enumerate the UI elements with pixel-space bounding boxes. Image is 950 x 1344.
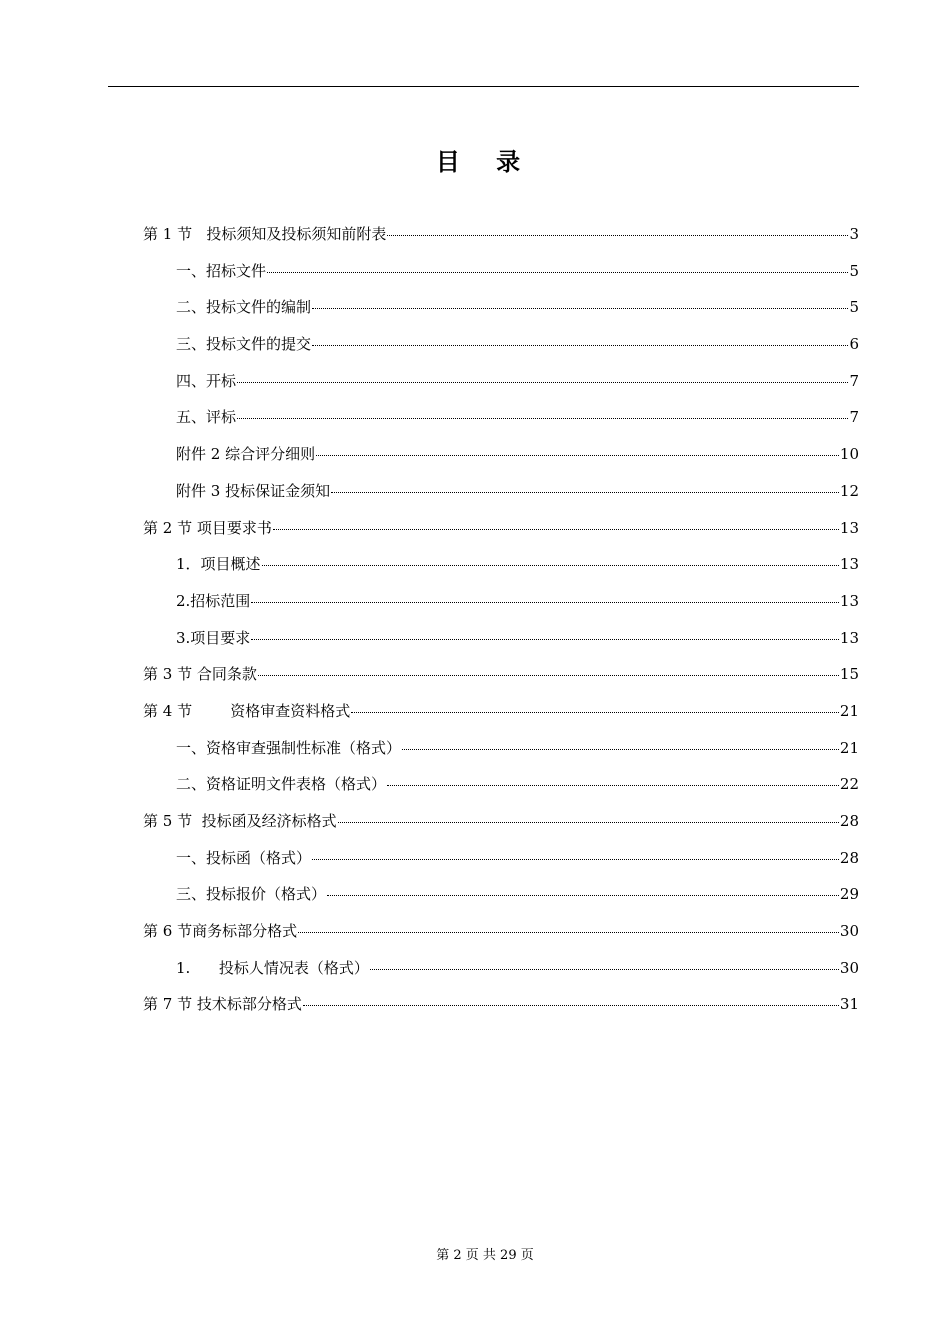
toc-entry-title: 第 3 节 合同条款: [143, 665, 257, 684]
toc-dot-leader: [312, 308, 848, 309]
toc-entry-title: 五、评标: [176, 408, 237, 427]
toc-entry[interactable]: [143, 330, 859, 367]
toc-entry-title: 二、资格证明文件表格（格式）: [176, 775, 387, 794]
toc-entry-title: 附件 3 投标保证金须知: [176, 481, 331, 500]
toc-entry-title: 第 5 节 投标函及经济标格式: [143, 812, 337, 830]
toc-dot-leader: [327, 895, 839, 896]
toc-entry-page-number: 5: [849, 298, 859, 317]
toc-entry[interactable]: [143, 880, 859, 917]
toc-entry-title: 一、招标文件: [176, 261, 267, 280]
toc-entry-title: 1．项目概述: [176, 555, 261, 574]
toc-dot-leader: [237, 382, 848, 383]
toc-entry-page-number: 28: [839, 812, 859, 830]
toc-dot-leader: [387, 235, 848, 236]
toc-entry-page-number: 13: [839, 628, 859, 647]
toc-dot-leader: [251, 639, 839, 640]
toc-entry[interactable]: [143, 807, 859, 844]
toc-dot-leader: [237, 418, 848, 419]
toc-entry-title: 三、投标文件的提交: [176, 335, 312, 354]
toc-entry-page-number: 21: [839, 701, 859, 720]
toc-entry-page-number: 22: [839, 775, 859, 794]
toc-entry-title: 第 2 节 项目要求书: [143, 518, 272, 537]
toc-entry[interactable]: [143, 550, 859, 587]
toc-dot-leader: [316, 455, 839, 456]
toc-entry[interactable]: [143, 660, 859, 697]
toc-entry-page-number: 7: [849, 408, 859, 427]
toc-entry-page-number: 3: [849, 225, 859, 243]
toc-dot-leader: [258, 675, 839, 676]
toc-dot-leader: [267, 272, 848, 273]
toc-dot-leader: [312, 859, 839, 860]
toc-entry[interactable]: [143, 734, 859, 771]
toc-entry-page-number: 13: [839, 518, 859, 537]
toc-dot-leader: [251, 602, 839, 603]
toc-entry-page-number: 13: [839, 591, 859, 610]
toc-entry-page-number: 10: [839, 445, 859, 464]
toc-entry[interactable]: [143, 587, 859, 624]
toc-entry-title: 第 4 节 资格审查资料格式: [143, 701, 351, 720]
toc-entry-page-number: 21: [839, 738, 859, 757]
toc-dot-leader: [351, 712, 839, 713]
toc-entry-title: 2.招标范围: [176, 591, 251, 610]
page-title: 目 录: [435, 148, 535, 176]
toc-entry-title: 二、投标文件的编制: [176, 298, 312, 317]
toc-entry[interactable]: [143, 440, 859, 477]
toc-entry[interactable]: [143, 990, 859, 1027]
toc-entry-page-number: 30: [839, 958, 859, 977]
toc-dot-leader: [298, 932, 839, 933]
toc-entry[interactable]: [143, 624, 859, 661]
toc-entry[interactable]: [143, 403, 859, 440]
toc-entry[interactable]: [143, 257, 859, 294]
toc-dot-leader: [312, 345, 848, 346]
toc-entry-page-number: 29: [839, 885, 859, 904]
toc-entry-page-number: 15: [839, 665, 859, 684]
toc-entry[interactable]: [143, 954, 859, 991]
toc-entry-page-number: 30: [839, 922, 859, 941]
toc-entry[interactable]: [143, 697, 859, 734]
toc-dot-leader: [338, 822, 839, 823]
toc-entry[interactable]: [143, 367, 859, 404]
toc-entry-title: 四、开标: [176, 371, 237, 390]
toc-dot-leader: [370, 969, 839, 970]
toc-entry[interactable]: [143, 477, 859, 514]
toc-entry-title: 一、资格审查强制性标准（格式）: [176, 738, 402, 757]
toc-entry[interactable]: [143, 293, 859, 330]
toc-entry-page-number: 12: [839, 481, 859, 500]
toc-entry-title: 3.项目要求: [176, 628, 251, 647]
toc-entry-title: 第 7 节 技术标部分格式: [143, 995, 302, 1014]
page-footer: 第 2 页 共 29 页: [436, 1248, 534, 1263]
toc-dot-leader: [273, 529, 839, 530]
table-of-contents: [143, 220, 859, 1027]
toc-entry-title: 第 6 节商务标部分格式: [143, 922, 298, 941]
toc-entry-title: 一、投标函（格式）: [176, 848, 312, 867]
toc-entry-title: 附件 2 综合评分细则: [176, 445, 316, 464]
toc-entry-title: 第 1 节 投标须知及投标须知前附表: [143, 225, 387, 243]
toc-entry[interactable]: [143, 917, 859, 954]
toc-dot-leader: [387, 785, 839, 786]
toc-dot-leader: [331, 492, 839, 493]
toc-entry-title: 三、投标报价（格式）: [176, 885, 327, 904]
toc-entry[interactable]: [143, 514, 859, 551]
header-rule: [108, 86, 859, 87]
toc-dot-leader: [402, 749, 839, 750]
toc-entry[interactable]: [143, 844, 859, 881]
toc-entry-page-number: 28: [839, 848, 859, 867]
toc-entry[interactable]: [143, 220, 859, 257]
toc-entry-page-number: 7: [849, 371, 859, 390]
toc-entry-title: 1. 投标人情况表（格式）: [176, 958, 369, 977]
toc-dot-leader: [262, 565, 839, 566]
toc-entry[interactable]: [143, 770, 859, 807]
toc-entry-page-number: 5: [849, 261, 859, 280]
toc-dot-leader: [303, 1005, 839, 1006]
toc-entry-page-number: 6: [849, 335, 859, 354]
toc-entry-page-number: 31: [839, 995, 859, 1014]
toc-entry-page-number: 13: [839, 555, 859, 574]
